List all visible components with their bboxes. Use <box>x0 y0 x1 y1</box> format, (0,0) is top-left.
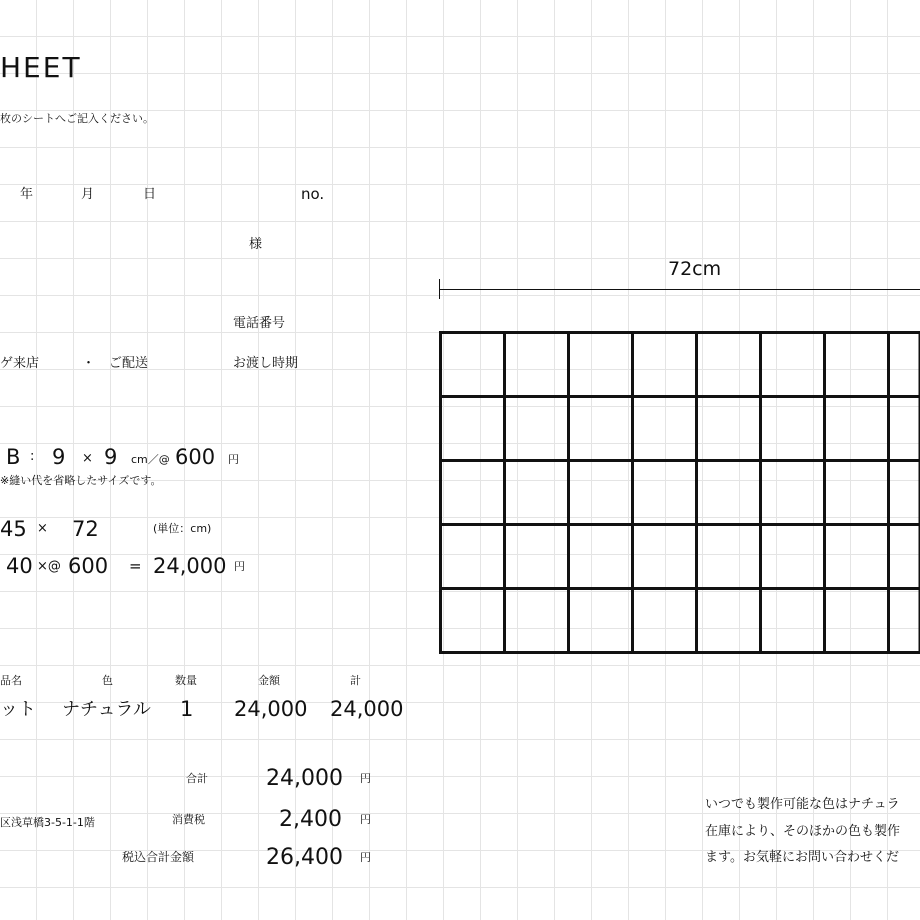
row-quantity: 1 <box>180 697 194 721</box>
page-title: HEET <box>0 51 82 84</box>
diagram-width-label: 72cm <box>668 258 722 280</box>
month-label: 月 <box>81 187 95 202</box>
block-height: 9 <box>104 445 118 469</box>
notice-line-1: いつでも製作可能な色はナチュラ <box>705 797 900 812</box>
size-height: 45 <box>0 517 27 541</box>
row-color: ナチュラル <box>62 699 151 720</box>
year-label: 年 <box>20 187 34 202</box>
store-visit-option <box>0 357 39 370</box>
measure-line <box>439 289 920 290</box>
block-count: 40 <box>6 554 33 578</box>
calc-times-at: ×@ <box>37 559 61 574</box>
grand-total-value: 26,400 <box>266 845 343 870</box>
shop-address: 区浅草橋3-5-1-1階 <box>0 816 95 829</box>
phone-label: 電話番号 <box>233 316 286 331</box>
block-label: B <box>6 445 21 469</box>
total-label: 合計 <box>186 772 208 785</box>
notice-line-2: 在庫により、そのほかの色も製作 <box>705 824 901 839</box>
block-layout-grid <box>439 331 920 652</box>
grid-lines <box>439 333 920 653</box>
calc-unit-price: 600 <box>68 554 109 578</box>
calc-yen: 円 <box>234 560 245 573</box>
size-width: 72 <box>72 517 99 541</box>
block-price: 600 <box>175 445 216 469</box>
store-visit-label: 来店 <box>13 356 40 371</box>
order-number-label: no. <box>301 185 325 203</box>
store-visit-mark: ゲ <box>0 356 14 371</box>
calc-equals: = <box>129 557 142 575</box>
row-subtotal: 24,000 <box>330 697 404 721</box>
total-value: 24,000 <box>266 766 343 791</box>
tax-yen: 円 <box>360 813 371 826</box>
day-label: 日 <box>143 187 157 202</box>
row-item-name: ット <box>0 699 36 720</box>
tax-label: 消費税 <box>172 813 205 826</box>
row-amount: 24,000 <box>234 697 308 721</box>
seam-note: ※縫い代を省略したサイズです。 <box>0 474 162 487</box>
instruction-text: 枚のシートへご記入ください。 <box>0 112 154 125</box>
header-quantity: 数量 <box>175 674 197 687</box>
header-item-name: 品名 <box>0 674 22 687</box>
header-amount: 金額 <box>258 674 280 687</box>
grand-total-yen: 円 <box>360 851 371 864</box>
tax-value: 2,400 <box>279 807 342 832</box>
header-subtotal: 計 <box>350 674 361 687</box>
honorific-label: 様 <box>249 237 263 252</box>
shipping-option: ご配送 <box>109 356 149 371</box>
notice-line-3: ます。お気軽にお問い合わせくだ <box>705 850 899 865</box>
block-colon: : <box>30 449 35 464</box>
grand-total-label: 税込合計金額 <box>122 850 195 864</box>
calc-total: 24,000 <box>153 554 227 578</box>
block-yen: 円 <box>228 453 239 466</box>
size-times: × <box>37 521 48 536</box>
block-times: × <box>82 451 93 466</box>
total-yen: 円 <box>360 772 371 785</box>
header-color: 色 <box>102 674 113 687</box>
pickup-time-label: お渡し時期 <box>233 356 299 371</box>
size-unit-note: (単位：cm) <box>153 522 212 535</box>
block-width: 9 <box>52 445 66 469</box>
delivery-separator: ・ <box>82 356 96 371</box>
block-unit: cm／@ <box>131 453 170 466</box>
